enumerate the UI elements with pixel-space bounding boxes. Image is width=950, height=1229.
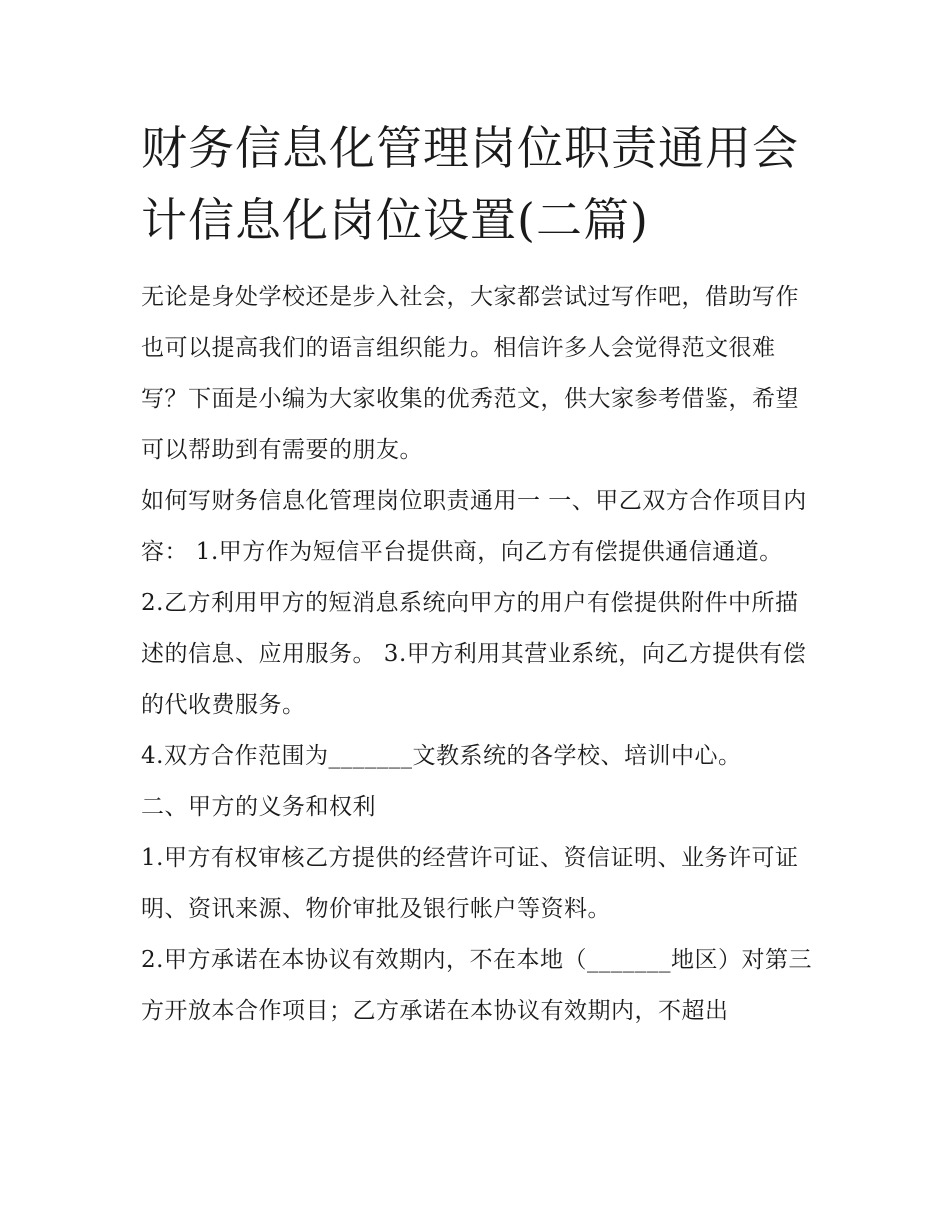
paragraph-party-a-item-1: 1.甲方有权审核乙方提供的经营许可证、资信证明、业务许可证明、资讯来源、物价审批及银行帐户等资料。	[141, 845, 799, 922]
document-title: 财务信息化管理岗位职责通用会计信息化岗位设置(二篇)	[141, 121, 799, 247]
section-heading-party-a: 二、甲方的义务和权利	[141, 794, 376, 820]
paragraph-item-2: 2.乙方利用甲方的短消息系统向甲方的用户有偿提供附件中所描述的信息、应用服务。 3.甲方利用其营业系统，向乙方提供有偿的代收费服务。	[141, 590, 807, 718]
paragraph-party-a-item-2: 2.甲方承诺在本协议有效期内，不在本地（_______地区）对第三方开放本合作项目；乙方承诺在本协议有效期内，不超出	[141, 947, 812, 1024]
document-page	[141, 112, 813, 1037]
paragraph-cooperation-content: 如何写财务信息化管理岗位职责通用一 一、甲乙双方合作项目内容： 1.甲方作为短信平台提供商，向乙方有偿提供通信通道。	[141, 488, 807, 565]
document-body	[141, 272, 813, 1037]
paragraph-item-4: 4.双方合作范围为_______文教系统的各学校、培训中心。	[141, 743, 742, 769]
paragraph-intro: 无论是身处学校还是步入社会，大家都尝试过写作吧，借助写作也可以提高我们的语言组织能力。相信许多人会觉得范文很难写？下面是小编为大家收集的优秀范文，供大家参考借鉴，希望可以帮助到有需要的朋友。	[141, 284, 799, 463]
